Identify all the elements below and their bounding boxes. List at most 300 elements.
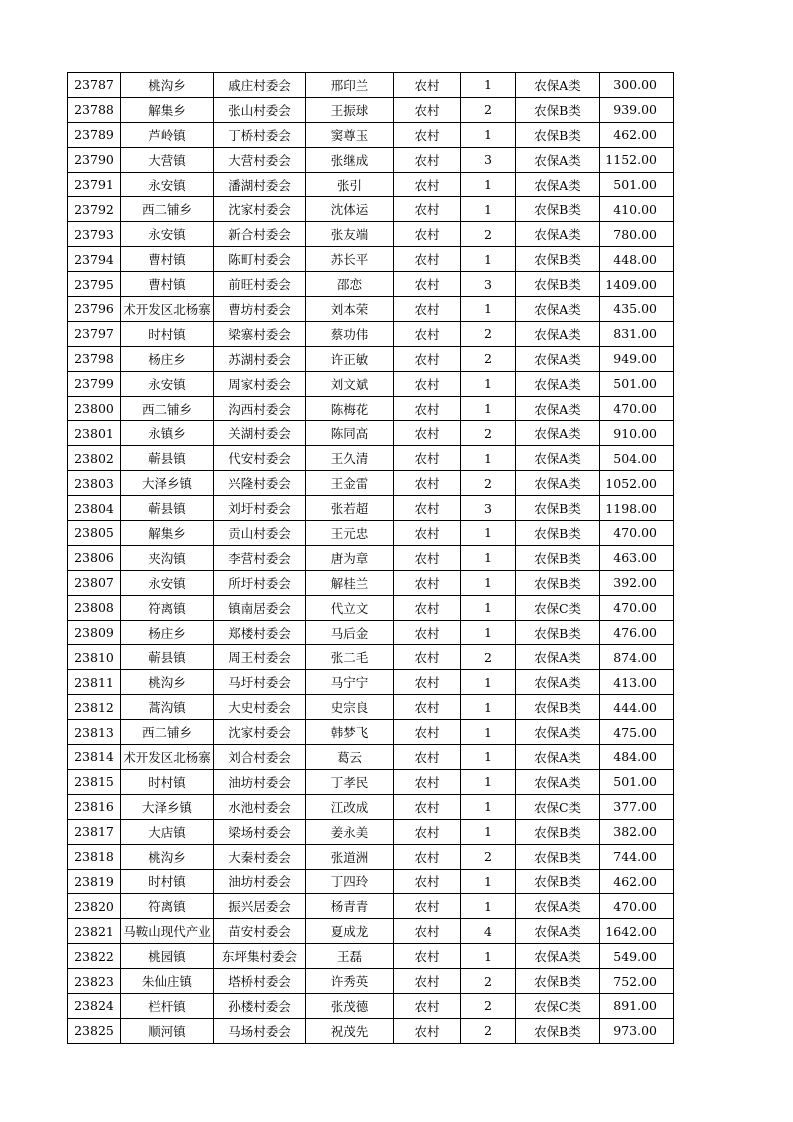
cell-household-count: 2 [461,993,516,1018]
table-row [68,695,674,720]
cell-amount: 973.00 [600,1018,674,1043]
cell-residence-type: 农村 [394,496,461,521]
table-row [68,620,674,645]
cell-record-id: 23810 [68,645,121,670]
cell-person-name: 姜永美 [306,819,394,844]
cell-residence-type: 农村 [394,645,461,670]
cell-township: 时村镇 [121,321,214,346]
cell-record-id: 23822 [68,944,121,969]
cell-record-id: 23802 [68,446,121,471]
table-row [68,521,674,546]
cell-amount: 831.00 [600,321,674,346]
cell-household-count: 1 [461,595,516,620]
cell-village-committee: 大营村委会 [214,147,306,172]
cell-village-committee: 孙楼村委会 [214,993,306,1018]
cell-insurance-category: 农保A类 [516,944,600,969]
cell-household-count: 1 [461,297,516,322]
cell-household-count: 2 [461,645,516,670]
cell-township: 大泽乡镇 [121,471,214,496]
cell-record-id: 23805 [68,521,121,546]
cell-township: 桃沟乡 [121,73,214,98]
table-row [68,595,674,620]
cell-village-committee: 刘合村委会 [214,745,306,770]
cell-village-committee: 梁场村委会 [214,819,306,844]
cell-amount: 1052.00 [600,471,674,496]
cell-insurance-category: 农保A类 [516,645,600,670]
cell-person-name: 蔡功伟 [306,321,394,346]
cell-residence-type: 农村 [394,247,461,272]
table-row [68,122,674,147]
cell-record-id: 23787 [68,73,121,98]
cell-residence-type: 农村 [394,321,461,346]
cell-household-count: 1 [461,869,516,894]
cell-person-name: 刘文斌 [306,371,394,396]
table-row [68,869,674,894]
cell-record-id: 23794 [68,247,121,272]
cell-residence-type: 农村 [394,894,461,919]
table-row [68,446,674,471]
cell-township: 西二铺乡 [121,720,214,745]
cell-record-id: 23815 [68,769,121,794]
cell-person-name: 邢印兰 [306,73,394,98]
cell-village-committee: 刘圩村委会 [214,496,306,521]
cell-village-committee: 马圩村委会 [214,670,306,695]
cell-insurance-category: 农保A类 [516,172,600,197]
cell-insurance-category: 农保A类 [516,297,600,322]
cell-person-name: 马后金 [306,620,394,645]
cell-insurance-category: 农保B类 [516,97,600,122]
cell-household-count: 1 [461,396,516,421]
cell-insurance-category: 农保B类 [516,695,600,720]
cell-record-id: 23818 [68,844,121,869]
cell-township: 顺河镇 [121,1018,214,1043]
cell-household-count: 1 [461,769,516,794]
cell-residence-type: 农村 [394,595,461,620]
cell-amount: 501.00 [600,371,674,396]
cell-township: 术开发区北杨寨 [121,297,214,322]
table-row [68,670,674,695]
cell-residence-type: 农村 [394,844,461,869]
cell-person-name: 代立文 [306,595,394,620]
cell-amount: 470.00 [600,595,674,620]
cell-household-count: 1 [461,545,516,570]
cell-insurance-category: 农保B类 [516,122,600,147]
cell-record-id: 23790 [68,147,121,172]
cell-insurance-category: 农保A类 [516,396,600,421]
cell-amount: 413.00 [600,670,674,695]
cell-township: 杨庄乡 [121,620,214,645]
cell-insurance-category: 农保B类 [516,819,600,844]
cell-person-name: 张继成 [306,147,394,172]
cell-person-name: 丁四玲 [306,869,394,894]
cell-amount: 874.00 [600,645,674,670]
cell-village-committee: 油坊村委会 [214,769,306,794]
cell-village-committee: 沈家村委会 [214,720,306,745]
table-row [68,321,674,346]
cell-amount: 475.00 [600,720,674,745]
cell-township: 时村镇 [121,769,214,794]
cell-person-name: 陈同高 [306,421,394,446]
cell-township: 桃园镇 [121,944,214,969]
cell-record-id: 23806 [68,545,121,570]
cell-township: 解集乡 [121,97,214,122]
cell-amount: 504.00 [600,446,674,471]
cell-amount: 448.00 [600,247,674,272]
cell-insurance-category: 农保B类 [516,496,600,521]
cell-township: 朱仙庄镇 [121,969,214,994]
cell-amount: 382.00 [600,819,674,844]
cell-township: 时村镇 [121,869,214,894]
cell-record-id: 23795 [68,272,121,297]
table-row [68,73,674,98]
cell-person-name: 刘本荣 [306,297,394,322]
cell-person-name: 许正敏 [306,346,394,371]
cell-township: 西二铺乡 [121,197,214,222]
cell-insurance-category: 农保A类 [516,147,600,172]
cell-township: 永安镇 [121,222,214,247]
cell-insurance-category: 农保B类 [516,247,600,272]
cell-household-count: 1 [461,73,516,98]
cell-residence-type: 农村 [394,521,461,546]
cell-insurance-category: 农保A类 [516,73,600,98]
cell-township: 符离镇 [121,595,214,620]
cell-insurance-category: 农保B类 [516,570,600,595]
cell-record-id: 23808 [68,595,121,620]
table-row [68,297,674,322]
table-row [68,247,674,272]
cell-person-name: 张引 [306,172,394,197]
cell-person-name: 葛云 [306,745,394,770]
cell-insurance-category: 农保A类 [516,471,600,496]
cell-record-id: 23816 [68,794,121,819]
cell-insurance-category: 农保A类 [516,720,600,745]
cell-township: 大店镇 [121,819,214,844]
cell-person-name: 王磊 [306,944,394,969]
cell-residence-type: 农村 [394,919,461,944]
cell-household-count: 2 [461,346,516,371]
cell-insurance-category: 农保C类 [516,993,600,1018]
cell-residence-type: 农村 [394,197,461,222]
cell-village-committee: 东坪集村委会 [214,944,306,969]
cell-household-count: 2 [461,471,516,496]
cell-village-committee: 苏湖村委会 [214,346,306,371]
cell-township: 蕲县镇 [121,446,214,471]
cell-residence-type: 农村 [394,570,461,595]
cell-insurance-category: 农保A类 [516,670,600,695]
table-row [68,944,674,969]
cell-person-name: 陈梅花 [306,396,394,421]
cell-household-count: 4 [461,919,516,944]
cell-township: 蕲县镇 [121,496,214,521]
cell-household-count: 1 [461,745,516,770]
cell-township: 曹村镇 [121,247,214,272]
cell-household-count: 2 [461,321,516,346]
cell-residence-type: 农村 [394,969,461,994]
cell-residence-type: 农村 [394,97,461,122]
cell-township: 符离镇 [121,894,214,919]
cell-person-name: 马宁宁 [306,670,394,695]
cell-record-id: 23804 [68,496,121,521]
cell-household-count: 3 [461,147,516,172]
cell-household-count: 1 [461,172,516,197]
cell-record-id: 23793 [68,222,121,247]
cell-household-count: 2 [461,421,516,446]
cell-person-name: 张道洲 [306,844,394,869]
cell-village-committee: 前旺村委会 [214,272,306,297]
cell-record-id: 23820 [68,894,121,919]
cell-residence-type: 农村 [394,794,461,819]
cell-amount: 377.00 [600,794,674,819]
table-row [68,919,674,944]
cell-insurance-category: 农保A类 [516,222,600,247]
cell-village-committee: 陈町村委会 [214,247,306,272]
cell-household-count: 1 [461,570,516,595]
cell-insurance-category: 农保A类 [516,446,600,471]
cell-household-count: 1 [461,819,516,844]
cell-record-id: 23819 [68,869,121,894]
cell-person-name: 解桂兰 [306,570,394,595]
cell-amount: 501.00 [600,172,674,197]
cell-household-count: 1 [461,371,516,396]
cell-household-count: 2 [461,1018,516,1043]
cell-record-id: 23821 [68,919,121,944]
cell-person-name: 张二毛 [306,645,394,670]
cell-insurance-category: 农保A类 [516,371,600,396]
cell-residence-type: 农村 [394,1018,461,1043]
cell-insurance-category: 农保C类 [516,794,600,819]
cell-village-committee: 大史村委会 [214,695,306,720]
cell-village-committee: 水池村委会 [214,794,306,819]
cell-residence-type: 农村 [394,421,461,446]
cell-township: 永安镇 [121,172,214,197]
cell-household-count: 1 [461,720,516,745]
cell-amount: 435.00 [600,297,674,322]
table-row [68,894,674,919]
cell-village-committee: 梁寨村委会 [214,321,306,346]
cell-amount: 891.00 [600,993,674,1018]
cell-household-count: 1 [461,122,516,147]
cell-township: 解集乡 [121,521,214,546]
cell-residence-type: 农村 [394,944,461,969]
cell-township: 栏杆镇 [121,993,214,1018]
cell-record-id: 23817 [68,819,121,844]
cell-residence-type: 农村 [394,346,461,371]
cell-person-name: 窦尊玉 [306,122,394,147]
cell-residence-type: 农村 [394,446,461,471]
table-row [68,272,674,297]
cell-residence-type: 农村 [394,769,461,794]
table-row [68,969,674,994]
cell-insurance-category: 农保B类 [516,1018,600,1043]
cell-household-count: 1 [461,446,516,471]
table-row [68,844,674,869]
cell-village-committee: 郑楼村委会 [214,620,306,645]
cell-township: 曹村镇 [121,272,214,297]
cell-record-id: 23807 [68,570,121,595]
cell-person-name: 江改成 [306,794,394,819]
cell-township: 桃沟乡 [121,670,214,695]
cell-amount: 939.00 [600,97,674,122]
cell-amount: 444.00 [600,695,674,720]
cell-person-name: 张若超 [306,496,394,521]
cell-residence-type: 农村 [394,869,461,894]
cell-township: 芦岭镇 [121,122,214,147]
table-row [68,97,674,122]
cell-township: 术开发区北杨寨 [121,745,214,770]
cell-residence-type: 农村 [394,620,461,645]
cell-person-name: 史宗良 [306,695,394,720]
cell-amount: 549.00 [600,944,674,969]
table-row [68,421,674,446]
table-row [68,1018,674,1043]
cell-village-committee: 戚庄村委会 [214,73,306,98]
cell-residence-type: 农村 [394,993,461,1018]
cell-amount: 470.00 [600,521,674,546]
cell-village-committee: 李营村委会 [214,545,306,570]
cell-record-id: 23809 [68,620,121,645]
cell-insurance-category: 农保A类 [516,421,600,446]
cell-residence-type: 农村 [394,73,461,98]
cell-village-committee: 油坊村委会 [214,869,306,894]
cell-person-name: 张茂德 [306,993,394,1018]
table-row [68,222,674,247]
cell-township: 夹沟镇 [121,545,214,570]
table-row [68,197,674,222]
cell-household-count: 1 [461,695,516,720]
cell-township: 杨庄乡 [121,346,214,371]
cell-village-committee: 关湖村委会 [214,421,306,446]
table-row [68,172,674,197]
cell-insurance-category: 农保B类 [516,197,600,222]
cell-insurance-category: 农保B类 [516,545,600,570]
cell-village-committee: 所圩村委会 [214,570,306,595]
cell-residence-type: 农村 [394,297,461,322]
cell-household-count: 1 [461,521,516,546]
cell-insurance-category: 农保B类 [516,869,600,894]
cell-amount: 1152.00 [600,147,674,172]
cell-amount: 501.00 [600,769,674,794]
table-row [68,147,674,172]
cell-amount: 752.00 [600,969,674,994]
data-table [67,72,674,1044]
table-row [68,745,674,770]
cell-amount: 462.00 [600,869,674,894]
cell-record-id: 23803 [68,471,121,496]
cell-household-count: 2 [461,969,516,994]
cell-household-count: 2 [461,844,516,869]
cell-amount: 744.00 [600,844,674,869]
cell-residence-type: 农村 [394,695,461,720]
cell-insurance-category: 农保A类 [516,769,600,794]
cell-household-count: 2 [461,97,516,122]
cell-village-committee: 曹坊村委会 [214,297,306,322]
cell-record-id: 23811 [68,670,121,695]
cell-residence-type: 农村 [394,545,461,570]
cell-person-name: 杨青青 [306,894,394,919]
cell-residence-type: 农村 [394,819,461,844]
cell-insurance-category: 农保C类 [516,595,600,620]
cell-person-name: 张友端 [306,222,394,247]
cell-amount: 463.00 [600,545,674,570]
cell-residence-type: 农村 [394,122,461,147]
cell-record-id: 23814 [68,745,121,770]
cell-residence-type: 农村 [394,222,461,247]
cell-insurance-category: 农保B类 [516,521,600,546]
cell-township: 马鞍山现代产业 [121,919,214,944]
cell-record-id: 23812 [68,695,121,720]
cell-amount: 484.00 [600,745,674,770]
cell-insurance-category: 农保A类 [516,745,600,770]
cell-household-count: 3 [461,496,516,521]
cell-record-id: 23823 [68,969,121,994]
cell-household-count: 1 [461,670,516,695]
cell-household-count: 1 [461,894,516,919]
cell-residence-type: 农村 [394,147,461,172]
cell-village-committee: 振兴居委会 [214,894,306,919]
cell-township: 永安镇 [121,570,214,595]
table-row [68,570,674,595]
cell-village-committee: 代安村委会 [214,446,306,471]
cell-amount: 462.00 [600,122,674,147]
cell-village-committee: 周王村委会 [214,645,306,670]
cell-person-name: 祝茂先 [306,1018,394,1043]
cell-record-id: 23801 [68,421,121,446]
cell-residence-type: 农村 [394,272,461,297]
cell-record-id: 23789 [68,122,121,147]
cell-township: 永镇乡 [121,421,214,446]
cell-village-committee: 苗安村委会 [214,919,306,944]
cell-residence-type: 农村 [394,396,461,421]
table-row [68,819,674,844]
table-row [68,496,674,521]
cell-person-name: 王振球 [306,97,394,122]
cell-amount: 410.00 [600,197,674,222]
cell-record-id: 23798 [68,346,121,371]
cell-record-id: 23824 [68,993,121,1018]
cell-insurance-category: 农保B类 [516,272,600,297]
cell-village-committee: 马场村委会 [214,1018,306,1043]
cell-township: 永安镇 [121,371,214,396]
table-row [68,769,674,794]
cell-amount: 470.00 [600,894,674,919]
table-row [68,993,674,1018]
cell-amount: 392.00 [600,570,674,595]
cell-insurance-category: 农保B类 [516,844,600,869]
cell-amount: 300.00 [600,73,674,98]
table-row [68,396,674,421]
table-row [68,471,674,496]
cell-record-id: 23791 [68,172,121,197]
cell-residence-type: 农村 [394,720,461,745]
cell-person-name: 唐为章 [306,545,394,570]
cell-record-id: 23813 [68,720,121,745]
cell-household-count: 1 [461,247,516,272]
cell-insurance-category: 农保A类 [516,321,600,346]
cell-township: 蒿沟镇 [121,695,214,720]
cell-residence-type: 农村 [394,745,461,770]
cell-residence-type: 农村 [394,670,461,695]
cell-insurance-category: 农保B类 [516,620,600,645]
cell-village-committee: 周家村委会 [214,371,306,396]
cell-village-committee: 张山村委会 [214,97,306,122]
cell-amount: 476.00 [600,620,674,645]
cell-record-id: 23796 [68,297,121,322]
cell-village-committee: 贡山村委会 [214,521,306,546]
cell-record-id: 23799 [68,371,121,396]
cell-person-name: 邵恋 [306,272,394,297]
cell-record-id: 23825 [68,1018,121,1043]
cell-person-name: 丁孝民 [306,769,394,794]
